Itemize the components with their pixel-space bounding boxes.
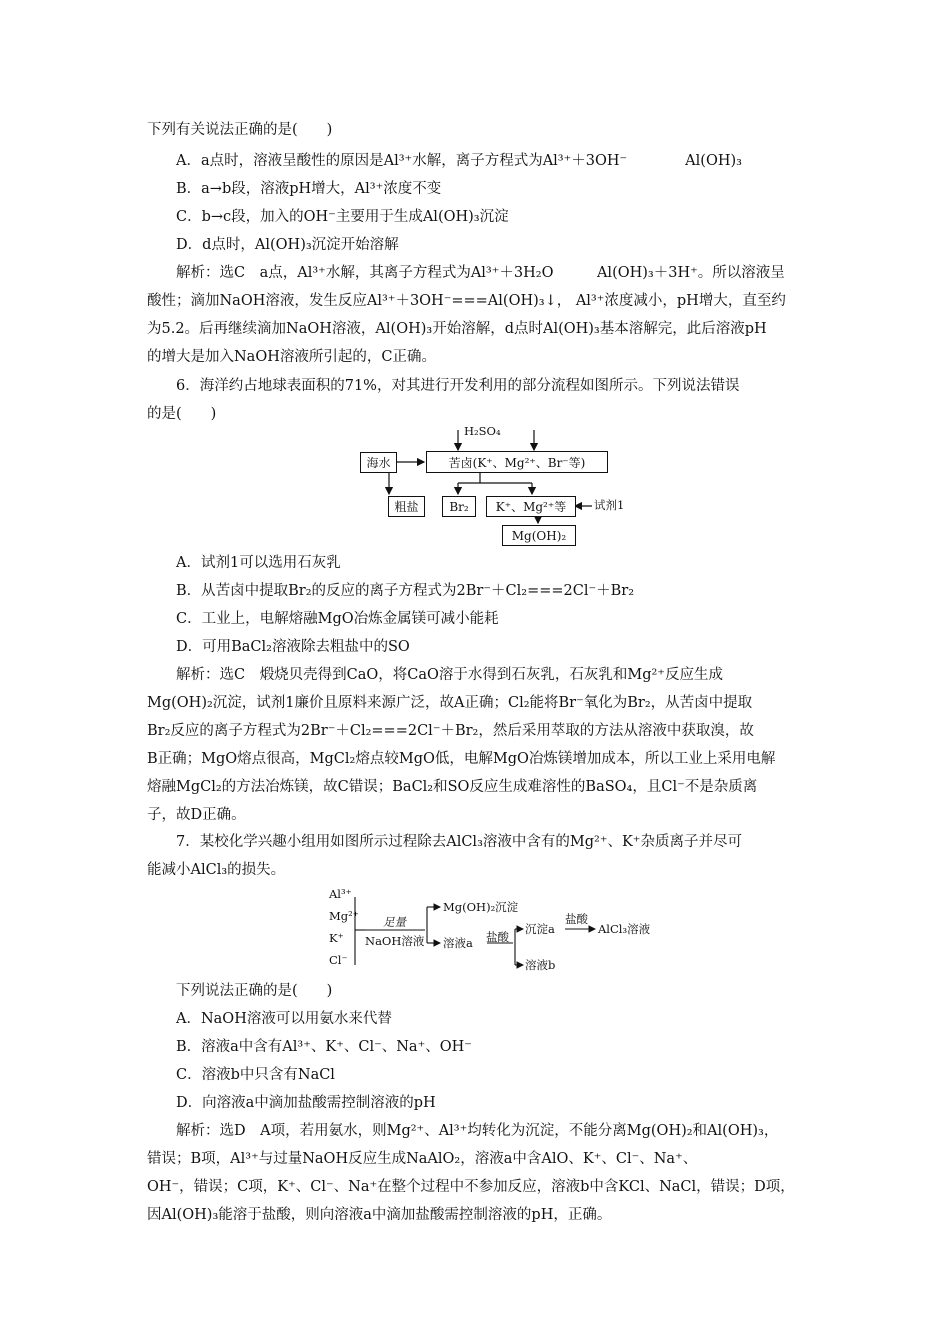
q7-option-a: A．NaOH溶液可以用氨水来代替 [176,1011,392,1027]
q6-analysis-line-3: Br₂反应的离子方程式为2Br⁻＋Cl₂===2Cl⁻＋Br₂，然后采用萃取的方法从溶液中获取溴，故 [147,723,754,739]
ion-al: Al³⁺ [329,887,352,901]
q6-analysis-line-1: 解析：选C 煅烧贝壳得到CaO，将CaO溶于水得到石灰乳，石灰乳和Mg²⁺反应生成 [176,667,723,683]
q6-analysis-line-5: 熔融MgCl₂的方法冶炼镁，故C错误；BaCl₂和SO反应生成难溶性的BaSO₄，且Cl⁻不是杂质离 [147,779,758,795]
hcl-label-2: 盐酸 [565,912,588,926]
alcl3-purification-diagram [325,885,670,973]
q7-stem-line-2: 能减小AlCl₃的损失。 [147,862,286,878]
q5-option-a: A．a点时，溶液呈酸性的原因是Al³⁺水解，离子方程式为Al³⁺＋3OH⁻ Al(OH)₃ [176,153,742,169]
q6-stem-line-2: 的是( ) [147,406,217,422]
h2so4-label: H₂SO₄ [464,424,501,438]
q6-analysis-line-6: 子，故D正确。 [147,807,246,823]
q5-analysis-line-1: 解析：选C a点，Al³⁺水解，其离子方程式为Al³⁺＋3H₂O Al(OH)₃＋3H⁺。所以溶液呈 [176,265,785,281]
hcl-label-1: 盐酸 [486,930,509,944]
q7-option-d: D．向溶液a中滴加盐酸需控制溶液的pH [176,1095,436,1111]
excess-label: 足量 [383,915,406,929]
q7-analysis-line-1: 解析：选D A项，若用氨水，则Mg²⁺、Al³⁺均转化为沉淀，不能分离Mg(OH)₂和Al(OH)₃， [176,1123,779,1139]
ion-k: K⁺ [329,931,344,945]
q7-analysis-line-3: OH⁻，错误；C项，K⁺、Cl⁻、Na⁺在整个过程中不参加反应，溶液b中含KCl、NaCl，错误；D项， [147,1179,795,1195]
mgoh2-box: Mg(OH)₂ [502,525,576,546]
ion-mg: Mg²⁺ [329,909,359,923]
q7-analysis-line-2: 错误；B项，Al³⁺与过量NaOH反应生成NaAlO₂，溶液a中含AlO、K⁺、Cl⁻、Na⁺、 [147,1151,698,1167]
q5-stem: 下列有关说法正确的是( ) [147,122,333,138]
naoh-label: NaOH溶液 [365,934,425,948]
q7-stem-line-1: 7．某校化学兴趣小组用如图所示过程除去AlCl₃溶液中含有的Mg²⁺、K⁺杂质离子并尽可 [176,834,742,850]
q7-analysis-line-4: 因Al(OH)₃能溶于盐酸，则向溶液a中滴加盐酸需控制溶液的pH，正确。 [147,1207,612,1223]
crude-salt-box: 粗盐 [388,496,425,517]
ion-cl: Cl⁻ [329,953,348,967]
q6-stem-line-1: 6．海洋约占地球表面积的71%，对其进行开发利用的部分流程如图所示。下列说法错误 [176,378,740,394]
precip-a-label: 沉淀a [525,922,555,936]
q6-analysis-line-4: B正确；MgO熔点很高，MgCl₂熔点较MgO低，电解MgO冶炼镁增加成本，所以工业上采用电解 [147,751,776,767]
q6-analysis-line-2: Mg(OH)₂沉淀，试剂1廉价且原料来源广泛，故A正确；Cl₂能将Br⁻氧化为Br₂，从苦卤中提取 [147,695,753,711]
mg-precip-label: Mg(OH)₂沉淀 [443,900,519,914]
q5-analysis-line-4: 的增大是加入NaOH溶液所引起的，C正确。 [147,349,436,365]
seawater-box: 海水 [360,452,397,473]
q5-analysis-line-3: 为5.2。后再继续滴加NaOH溶液，Al(OH)₃开始溶解，d点时Al(OH)₃基本溶解完，此后溶液pH [147,321,767,337]
solution-a-label: 溶液a [443,936,473,950]
q6-option-b: B．从苦卤中提取Br₂的反应的离子方程式为2Br⁻＋Cl₂===2Cl⁻＋Br₂ [176,583,635,599]
q5-option-c: C．b→c段，加入的OH⁻主要用于生成Al(OH)₃沉淀 [176,209,509,225]
q7-stem2: 下列说法正确的是( ) [176,983,333,999]
q5-option-d: D．d点时，Al(OH)₃沉淀开始溶解 [176,237,399,253]
q6-option-c: C．工业上，电解熔融MgO冶炼金属镁可减小能耗 [176,611,499,627]
flow-connectors [350,425,650,550]
q5-option-b: B．a→b段，溶液pH增大，Al³⁺浓度不变 [176,181,442,197]
reagent1-label: 试剂1 [594,498,625,512]
q5-analysis-line-2: 酸性；滴加NaOH溶液，发生反应Al³⁺＋3OH⁻===Al(OH)₃↓， Al³⁺浓度减小，pH增大，直至约 [147,293,786,309]
alcl3-label: AlCl₃溶液 [598,922,651,936]
brine-box: 苦卤(K⁺、Mg²⁺、Br⁻等) [426,451,608,473]
q7-option-c: C．溶液b中只含有NaCl [176,1067,335,1083]
br2-box: Br₂ [442,496,476,517]
seawater-flow-diagram [350,425,650,550]
k-mg-box: K⁺、Mg²⁺等 [486,496,576,517]
solution-b-label: 溶液b [525,958,556,972]
q6-option-d: D．可用BaCl₂溶液除去粗盐中的SO [176,639,410,655]
q6-option-a: A．试剂1可以选用石灰乳 [176,555,341,571]
q7-option-b: B．溶液a中含有Al³⁺、K⁺、Cl⁻、Na⁺、OH⁻ [176,1039,472,1055]
